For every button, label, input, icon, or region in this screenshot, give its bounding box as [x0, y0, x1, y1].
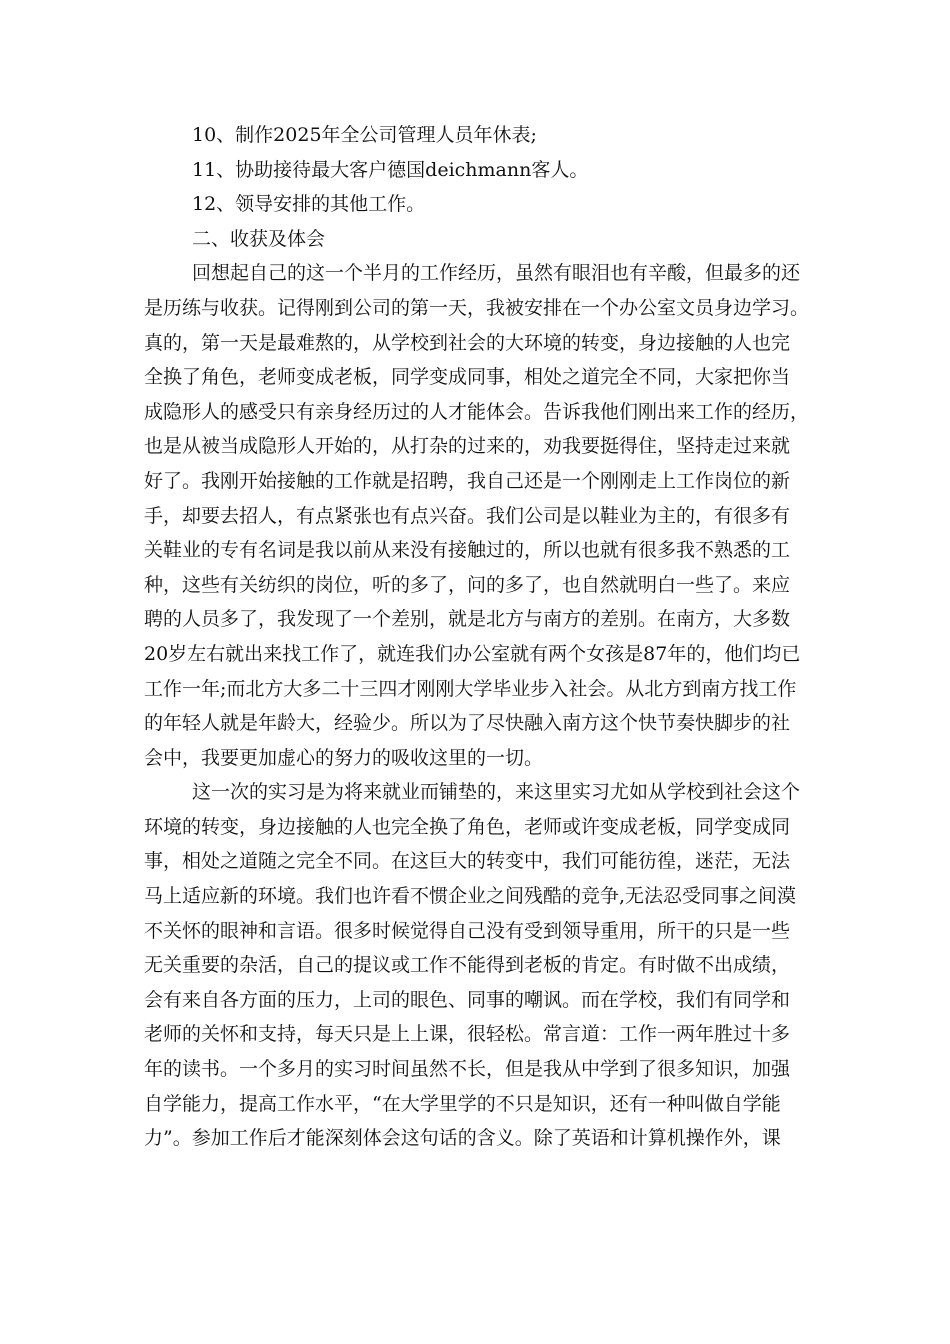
- paragraph-line: 也是从被当成隐形人开始的，从打杂的过来的，劝我要挺得住，坚持走过来就: [144, 435, 791, 458]
- list-item: 11、协助接待最大客户德国deichmann客人。: [192, 158, 589, 181]
- paragraph-line: 关鞋业的专有名词是我以前从来没有接触过的，所以也就有很多我不熟悉的工: [144, 539, 791, 562]
- paragraph-line: 好了。我刚开始接触的工作就是招聘，我自己还是一个刚刚走上工作岗位的新: [144, 469, 791, 492]
- paragraph-line: 成隐形人的感受只有亲身经历过的人才能体会。告诉我他们刚出来工作的经历，: [144, 400, 810, 423]
- paragraph-line: 全换了角色，老师变成老板，同学变成同事，相处之道完全不同，大家把你当: [144, 366, 791, 389]
- paragraph-line: 种，这些有关纺织的岗位，听的多了，问的多了，也自然就明白一些了。来应: [144, 573, 791, 596]
- paragraph-line: 自学能力，提高工作水平，“在大学里学的不只是知识，还有一种叫做自学能: [144, 1092, 781, 1115]
- paragraph-2: [144, 775, 806, 1156]
- paragraph-line: 会中，我要更加虚心的努力的吸收这里的一切。: [144, 746, 544, 769]
- paragraph-line: 不关怀的眼神和言语。很多时候觉得自己没有受到领导重用，所干的只是一些: [144, 919, 791, 942]
- paragraph-line: 这一次的实习是为将来就业而铺垫的，来这里实习尤如从学校到社会这个: [192, 781, 801, 804]
- paragraph-line: 事，相处之道随之完全不同。在这巨大的转变中，我们可能彷徨，迷茫，无法: [144, 850, 791, 873]
- paragraph-line: 是历练与收获。记得刚到公司的第一天，我被安排在一个办公室文员身边学习。: [144, 296, 810, 319]
- list-item: 12、领导安排的其他工作。: [192, 193, 426, 216]
- paragraph-line: 的年轻人就是年龄大，经验少。所以为了尽快融入南方这个快节奏快脚步的社: [144, 712, 791, 735]
- paragraph-line: 真的，第一天是最难熬的，从学校到社会的大环境的转变，身边接触的人也完: [144, 331, 791, 354]
- paragraph-line: 力”。参加工作后才能深刻体会这句话的含义。除了英语和计算机操作外，课: [144, 1127, 781, 1150]
- paragraph-line: 手，却要去招人，有点紧张也有点兴奋。我们公司是以鞋业为主的，有很多有: [144, 504, 791, 527]
- paragraph-line: 老师的关怀和支持，每天只是上上课，很轻松。常言道：工作一两年胜过十多: [144, 1023, 791, 1046]
- section-heading: 二、收获及体会: [192, 227, 326, 250]
- paragraph-line: 马上适应新的环境。我们也许看不惯企业之间残酷的竞争,无法忍受同事之间漠: [144, 885, 797, 908]
- paragraph-line: 聘的人员多了，我发现了一个差别，就是北方与南方的差别。在南方，大多数: [144, 608, 791, 631]
- paragraph-line: 20岁左右就出来找工作了，就连我们办公室就有两个女孩是87年的，他们均已: [144, 642, 801, 665]
- paragraph-line: 会有来自各方面的压力，上司的眼色、同事的嘲讽。而在学校，我们有同学和: [144, 988, 791, 1011]
- paragraph-1: [144, 256, 810, 775]
- paragraph-line: 工作一年;而北方大多二十三四才刚刚大学毕业步入社会。从北方到南方找工作: [144, 677, 797, 700]
- document-body: [144, 118, 810, 1156]
- paragraph-line: 回想起自己的这一个半月的工作经历，虽然有眼泪也有辛酸，但最多的还: [192, 262, 801, 285]
- paragraph-line: 环境的转变，身边接触的人也完全换了角色，老师或许变成老板，同学变成同: [144, 815, 791, 838]
- paragraph-line: 年的读书。一个多月的实习时间虽然不长，但是我从中学到了很多知识，加强: [144, 1058, 791, 1081]
- list-item: 10、制作2025年全公司管理人员年休表;: [192, 124, 537, 146]
- paragraph-line: 无关重要的杂活，自己的提议或工作不能得到老板的肯定。有时做不出成绩，: [144, 954, 791, 977]
